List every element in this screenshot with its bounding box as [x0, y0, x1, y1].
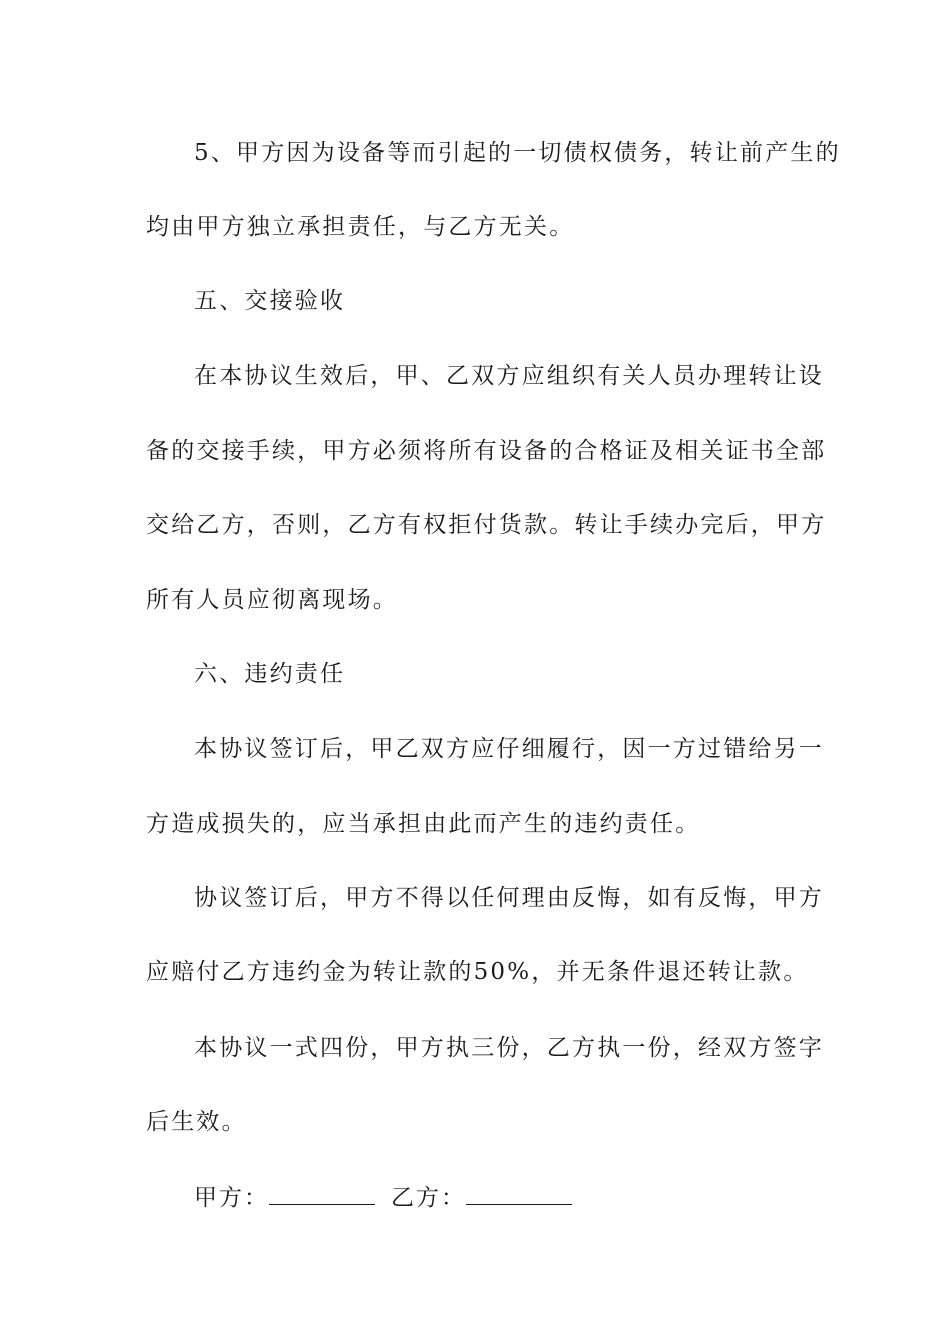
clause-5-line-1: 5、甲方因为设备等而引起的一切债权债务，转让前产生的	[194, 140, 841, 166]
party-a-signature-blank	[269, 1182, 375, 1205]
no-regret-line-1: 协议签订后，甲方不得以任何理由反悔，如有反悔，甲方	[194, 885, 824, 911]
party-b-signature-blank	[466, 1182, 572, 1205]
copies-line-1: 本协议一式四份，甲方执三份，乙方执一份，经双方签字	[194, 1035, 824, 1061]
party-b-label: 乙方：	[391, 1185, 466, 1211]
clause-5-line-2: 均由甲方独立承担责任，与乙方无关。	[146, 214, 575, 240]
handover-line-1: 在本协议生效后，甲、乙双方应组织有关人员办理转让设	[194, 363, 824, 389]
section-5-heading: 五、交接验收	[194, 288, 346, 314]
breach-line-2: 方造成损失的，应当承担由此而产生的违约责任。	[146, 811, 701, 837]
signature-row	[194, 1182, 588, 1213]
section-6-heading: 六、违约责任	[194, 661, 346, 687]
breach-line-1: 本协议签订后，甲乙双方应仔细履行，因一方过错给另一	[194, 736, 824, 762]
no-regret-line-2: 应赔付乙方违约金为转让款的50%，并无条件退还转让款。	[146, 959, 809, 985]
handover-line-4: 所有人员应彻离现场。	[146, 587, 398, 613]
copies-line-2: 后生效。	[146, 1109, 247, 1135]
party-a-label: 甲方：	[194, 1185, 269, 1211]
handover-line-2: 备的交接手续，甲方必须将所有设备的合格证及相关证书全部	[146, 438, 827, 464]
handover-line-3: 交给乙方，否则，乙方有权拒付货款。转让手续办完后，甲方	[146, 512, 827, 538]
